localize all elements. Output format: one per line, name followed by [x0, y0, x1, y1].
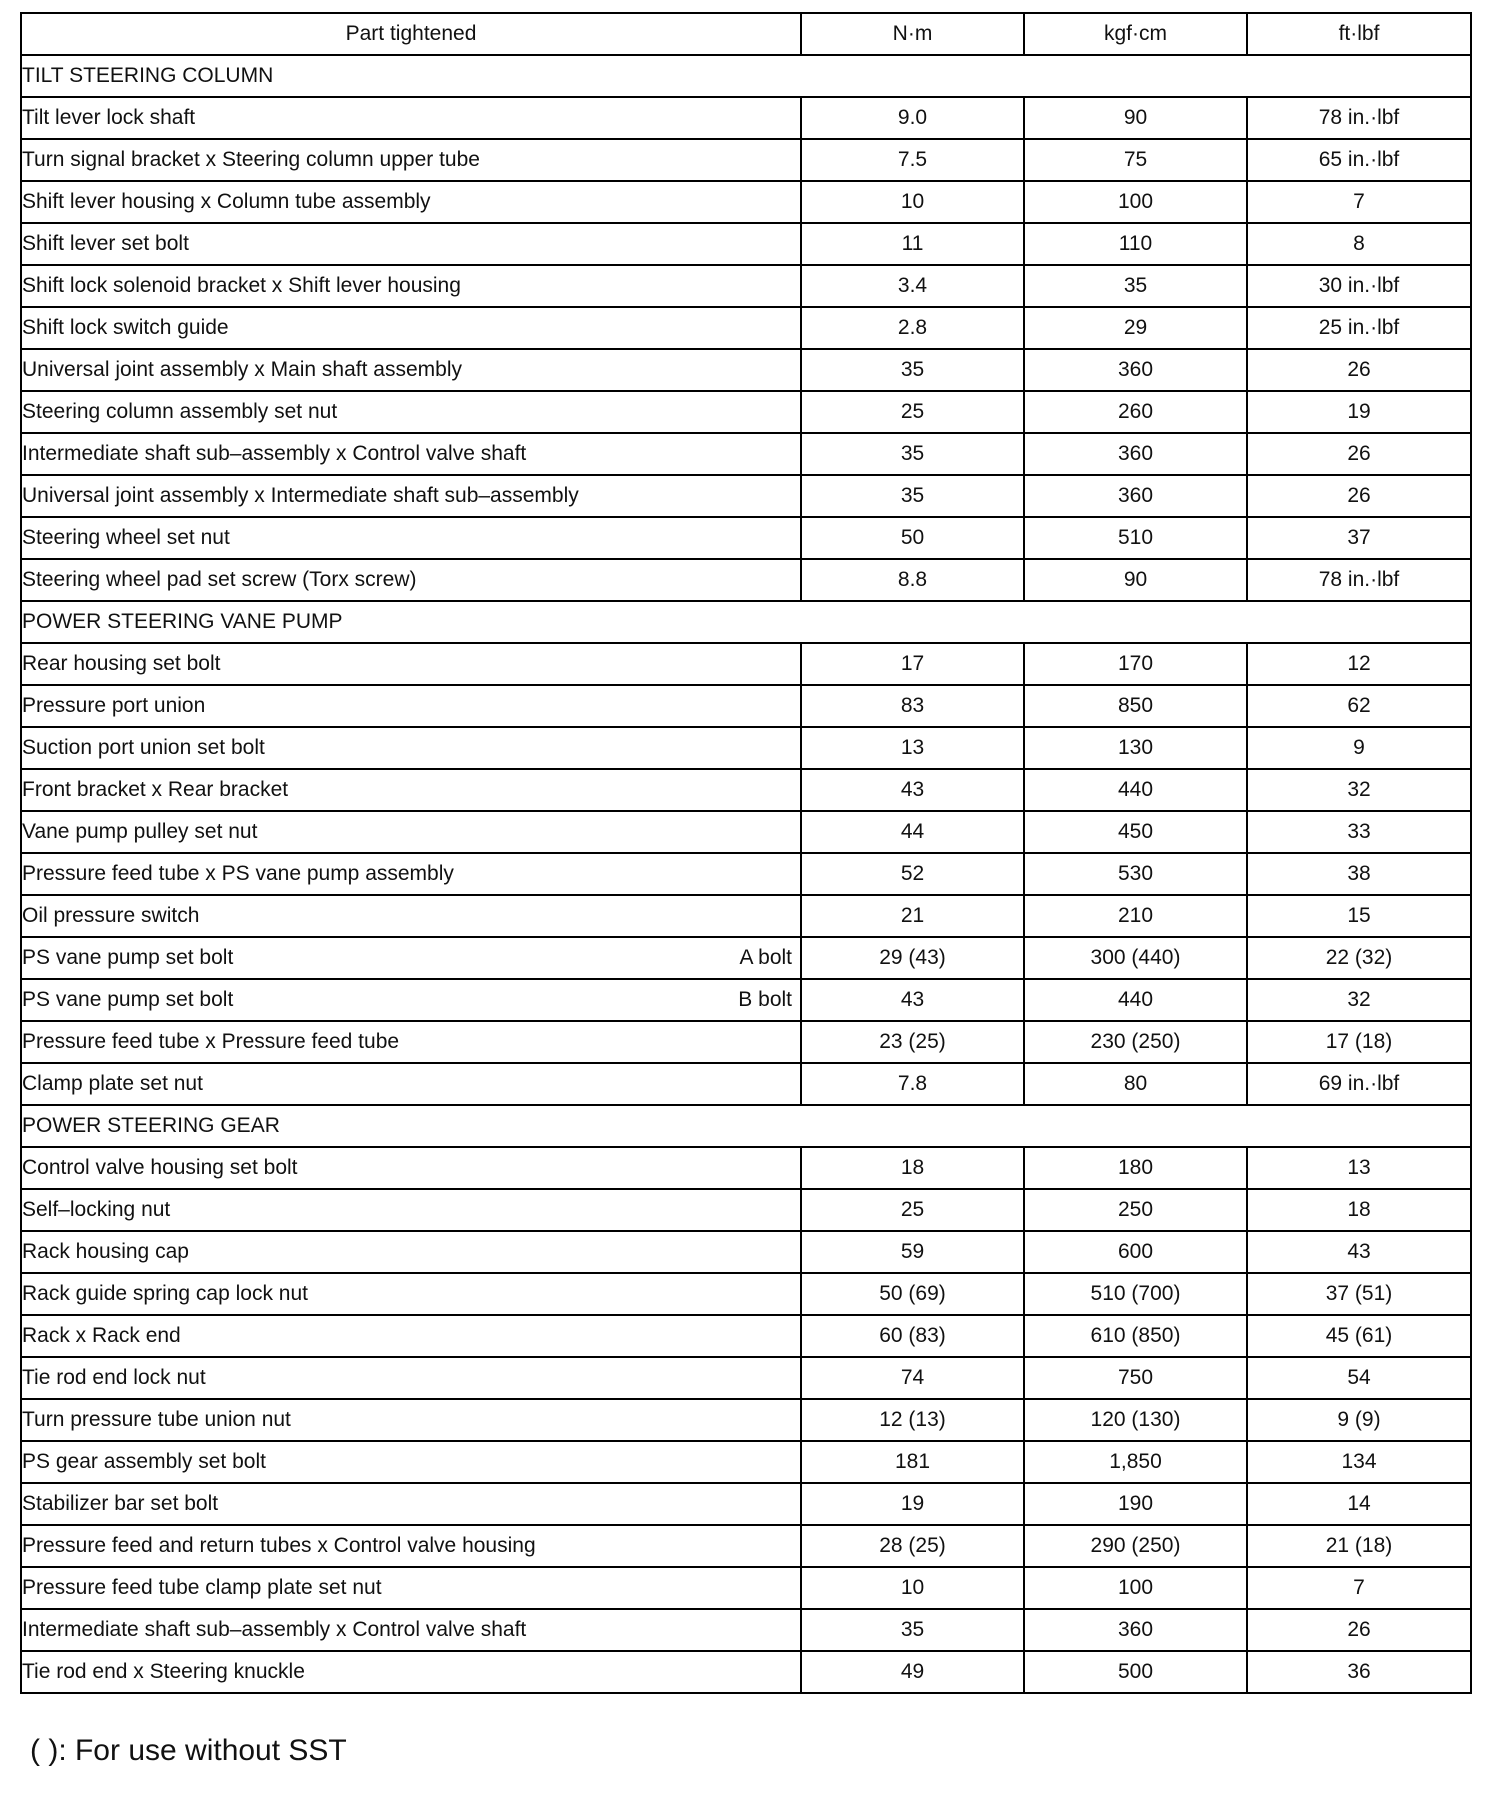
part-cell	[21, 517, 801, 559]
kgf-value: 170	[1024, 643, 1247, 685]
part-cell	[21, 1651, 801, 1693]
part-cell	[21, 265, 801, 307]
part-note: B bolt	[738, 988, 792, 1011]
part-name: Pressure feed and return tubes x Control valve housing	[22, 1534, 536, 1557]
kgf-value: 75	[1024, 139, 1247, 181]
kgf-value: 530	[1024, 853, 1247, 895]
table-row	[21, 1021, 1471, 1063]
part-cell	[21, 1021, 801, 1063]
nm-value: 2.8	[801, 307, 1024, 349]
kgf-value: 850	[1024, 685, 1247, 727]
table-row	[21, 1273, 1471, 1315]
table-row	[21, 1231, 1471, 1273]
table-row	[21, 937, 1471, 979]
table-row	[21, 979, 1471, 1021]
kgf-value: 130	[1024, 727, 1247, 769]
table-row	[21, 1147, 1471, 1189]
ftlbf-value: 22 (32)	[1247, 937, 1471, 979]
table-row	[21, 223, 1471, 265]
part-cell	[21, 1567, 801, 1609]
kgf-value: 360	[1024, 475, 1247, 517]
part-note: A bolt	[739, 946, 792, 969]
nm-value: 35	[801, 433, 1024, 475]
part-cell	[21, 1063, 801, 1105]
ftlbf-value: 36	[1247, 1651, 1471, 1693]
table-row	[21, 349, 1471, 391]
kgf-value: 500	[1024, 1651, 1247, 1693]
nm-value: 13	[801, 727, 1024, 769]
kgf-value: 750	[1024, 1357, 1247, 1399]
part-cell	[21, 853, 801, 895]
table-row	[21, 1189, 1471, 1231]
nm-value: 25	[801, 391, 1024, 433]
kgf-value: 600	[1024, 1231, 1247, 1273]
nm-value: 17	[801, 643, 1024, 685]
nm-value: 3.4	[801, 265, 1024, 307]
ftlbf-value: 9	[1247, 727, 1471, 769]
kgf-value: 100	[1024, 181, 1247, 223]
kgf-value: 290 (250)	[1024, 1525, 1247, 1567]
part-cell	[21, 937, 801, 979]
nm-value: 59	[801, 1231, 1024, 1273]
ftlbf-value: 14	[1247, 1483, 1471, 1525]
nm-value: 10	[801, 1567, 1024, 1609]
part-name: Steering wheel pad set screw (Torx screw)	[22, 568, 417, 591]
part-cell	[21, 1441, 801, 1483]
section-title: TILT STEERING COLUMN	[21, 55, 1471, 97]
part-name: Clamp plate set nut	[22, 1072, 203, 1095]
part-name: PS vane pump set bolt	[22, 946, 234, 969]
part-name: PS gear assembly set bolt	[22, 1450, 266, 1473]
kgf-value: 210	[1024, 895, 1247, 937]
nm-value: 35	[801, 349, 1024, 391]
nm-value: 43	[801, 979, 1024, 1021]
ftlbf-value: 37	[1247, 517, 1471, 559]
kgf-value: 90	[1024, 559, 1247, 601]
ftlbf-value: 7	[1247, 1567, 1471, 1609]
part-name: PS vane pump set bolt	[22, 988, 234, 1011]
table-row	[21, 853, 1471, 895]
ftlbf-value: 45 (61)	[1247, 1315, 1471, 1357]
nm-value: 12 (13)	[801, 1399, 1024, 1441]
kgf-value: 250	[1024, 1189, 1247, 1231]
part-cell	[21, 349, 801, 391]
nm-value: 7.8	[801, 1063, 1024, 1105]
part-name: Pressure port union	[22, 694, 206, 717]
nm-value: 83	[801, 685, 1024, 727]
part-name: Shift lock switch guide	[22, 316, 229, 339]
table-row	[21, 1315, 1471, 1357]
header-row	[21, 13, 1471, 55]
kgf-value: 260	[1024, 391, 1247, 433]
ftlbf-value: 13	[1247, 1147, 1471, 1189]
part-name: Oil pressure switch	[22, 904, 200, 927]
part-name: Shift lever set bolt	[22, 232, 189, 255]
kgf-value: 510	[1024, 517, 1247, 559]
kgf-value: 1,850	[1024, 1441, 1247, 1483]
part-name: Universal joint assembly x Intermediate shaft sub–assembly	[22, 484, 579, 507]
ftlbf-value: 9 (9)	[1247, 1399, 1471, 1441]
ftlbf-value: 26	[1247, 349, 1471, 391]
header-ft: ft·lbf	[1247, 13, 1471, 55]
kgf-value: 35	[1024, 265, 1247, 307]
table-row	[21, 1063, 1471, 1105]
part-name: Steering wheel set nut	[22, 526, 230, 549]
nm-value: 52	[801, 853, 1024, 895]
ftlbf-value: 21 (18)	[1247, 1525, 1471, 1567]
kgf-value: 110	[1024, 223, 1247, 265]
nm-value: 28 (25)	[801, 1525, 1024, 1567]
part-name: Front bracket x Rear bracket	[22, 778, 289, 801]
ftlbf-value: 78 in.·lbf	[1247, 97, 1471, 139]
part-cell	[21, 979, 801, 1021]
part-name: Rack housing cap	[22, 1240, 189, 1263]
table-body	[21, 55, 1471, 1693]
part-cell	[21, 223, 801, 265]
table-row	[21, 1357, 1471, 1399]
nm-value: 49	[801, 1651, 1024, 1693]
part-name: Rack guide spring cap lock nut	[22, 1282, 308, 1305]
table-row	[21, 1567, 1471, 1609]
part-cell	[21, 1315, 801, 1357]
ftlbf-value: 54	[1247, 1357, 1471, 1399]
table-row	[21, 685, 1471, 727]
kgf-value: 450	[1024, 811, 1247, 853]
part-name: Tie rod end x Steering knuckle	[22, 1660, 305, 1683]
ftlbf-value: 26	[1247, 1609, 1471, 1651]
part-cell	[21, 1399, 801, 1441]
table-row	[21, 727, 1471, 769]
nm-value: 43	[801, 769, 1024, 811]
part-name: Shift lock solenoid bracket x Shift lever housing	[22, 274, 461, 297]
part-cell	[21, 181, 801, 223]
table-row	[21, 265, 1471, 307]
part-cell	[21, 559, 801, 601]
part-cell	[21, 391, 801, 433]
table-row	[21, 1525, 1471, 1567]
ftlbf-value: 17 (18)	[1247, 1021, 1471, 1063]
part-cell	[21, 895, 801, 937]
table-row	[21, 1441, 1471, 1483]
section-title: POWER STEERING GEAR	[21, 1105, 1471, 1147]
part-cell	[21, 1609, 801, 1651]
section-row	[21, 601, 1471, 643]
ftlbf-value: 15	[1247, 895, 1471, 937]
nm-value: 7.5	[801, 139, 1024, 181]
part-name: Tilt lever lock shaft	[22, 106, 196, 129]
part-cell	[21, 97, 801, 139]
part-name: Suction port union set bolt	[22, 736, 265, 759]
section-row	[21, 1105, 1471, 1147]
nm-value: 35	[801, 475, 1024, 517]
ftlbf-value: 32	[1247, 769, 1471, 811]
part-cell	[21, 1357, 801, 1399]
part-name: Control valve housing set bolt	[22, 1156, 298, 1179]
kgf-value: 180	[1024, 1147, 1247, 1189]
nm-value: 10	[801, 181, 1024, 223]
part-name: Pressure feed tube x Pressure feed tube	[22, 1030, 400, 1053]
nm-value: 23 (25)	[801, 1021, 1024, 1063]
kgf-value: 300 (440)	[1024, 937, 1247, 979]
table-row	[21, 475, 1471, 517]
torque-spec-sheet	[20, 12, 1470, 1694]
table-row	[21, 811, 1471, 853]
part-name: Turn pressure tube union nut	[22, 1408, 291, 1431]
part-name: Turn signal bracket x Steering column upper tube	[22, 148, 480, 171]
part-cell	[21, 1525, 801, 1567]
ftlbf-value: 62	[1247, 685, 1471, 727]
ftlbf-value: 18	[1247, 1189, 1471, 1231]
footnote: ( ): For use without SST	[30, 1734, 347, 1767]
header-part: Part tightened	[21, 13, 801, 55]
kgf-value: 510 (700)	[1024, 1273, 1247, 1315]
ftlbf-value: 78 in.·lbf	[1247, 559, 1471, 601]
part-cell	[21, 1147, 801, 1189]
section-row	[21, 55, 1471, 97]
ftlbf-value: 7	[1247, 181, 1471, 223]
ftlbf-value: 26	[1247, 475, 1471, 517]
ftlbf-value: 26	[1247, 433, 1471, 475]
header-nm: N·m	[801, 13, 1024, 55]
part-name: Vane pump pulley set nut	[22, 820, 258, 843]
table-row	[21, 1609, 1471, 1651]
kgf-value: 440	[1024, 979, 1247, 1021]
ftlbf-value: 30 in.·lbf	[1247, 265, 1471, 307]
ftlbf-value: 69 in.·lbf	[1247, 1063, 1471, 1105]
section-title: POWER STEERING VANE PUMP	[21, 601, 1471, 643]
table-row	[21, 181, 1471, 223]
part-name: Self–locking nut	[22, 1198, 171, 1221]
nm-value: 60 (83)	[801, 1315, 1024, 1357]
table-row	[21, 139, 1471, 181]
part-name: Universal joint assembly x Main shaft assembly	[22, 358, 462, 381]
part-cell	[21, 1189, 801, 1231]
part-cell	[21, 433, 801, 475]
nm-value: 35	[801, 1609, 1024, 1651]
kgf-value: 90	[1024, 97, 1247, 139]
part-name: Pressure feed tube clamp plate set nut	[22, 1576, 382, 1599]
nm-value: 181	[801, 1441, 1024, 1483]
kgf-value: 29	[1024, 307, 1247, 349]
kgf-value: 360	[1024, 433, 1247, 475]
nm-value: 18	[801, 1147, 1024, 1189]
part-name: Rack x Rack end	[22, 1324, 181, 1347]
kgf-value: 360	[1024, 1609, 1247, 1651]
part-cell	[21, 811, 801, 853]
part-cell	[21, 139, 801, 181]
part-cell	[21, 769, 801, 811]
kgf-value: 230 (250)	[1024, 1021, 1247, 1063]
table-row	[21, 307, 1471, 349]
part-cell	[21, 1273, 801, 1315]
table-row	[21, 1399, 1471, 1441]
table-row	[21, 517, 1471, 559]
nm-value: 25	[801, 1189, 1024, 1231]
ftlbf-value: 43	[1247, 1231, 1471, 1273]
kgf-value: 440	[1024, 769, 1247, 811]
nm-value: 21	[801, 895, 1024, 937]
ftlbf-value: 8	[1247, 223, 1471, 265]
ftlbf-value: 33	[1247, 811, 1471, 853]
ftlbf-value: 134	[1247, 1441, 1471, 1483]
part-name: Stabilizer bar set bolt	[22, 1492, 219, 1515]
table-row	[21, 559, 1471, 601]
part-name: Steering column assembly set nut	[22, 400, 338, 423]
torque-spec-table	[20, 12, 1472, 1694]
table-row	[21, 433, 1471, 475]
table-row	[21, 769, 1471, 811]
kgf-value: 360	[1024, 349, 1247, 391]
part-name: Pressure feed tube x PS vane pump assembly	[22, 862, 454, 885]
nm-value: 74	[801, 1357, 1024, 1399]
part-name: Shift lever housing x Column tube assembly	[22, 190, 431, 213]
header-kgf: kgf·cm	[1024, 13, 1247, 55]
part-cell	[21, 1231, 801, 1273]
table-row	[21, 1651, 1471, 1693]
nm-value: 11	[801, 223, 1024, 265]
ftlbf-value: 25 in.·lbf	[1247, 307, 1471, 349]
part-cell	[21, 1483, 801, 1525]
part-name: Intermediate shaft sub–assembly x Control valve shaft	[22, 1618, 527, 1641]
table-row	[21, 643, 1471, 685]
kgf-value: 100	[1024, 1567, 1247, 1609]
part-cell	[21, 643, 801, 685]
nm-value: 50 (69)	[801, 1273, 1024, 1315]
part-cell	[21, 727, 801, 769]
kgf-value: 80	[1024, 1063, 1247, 1105]
part-name: Intermediate shaft sub–assembly x Control valve shaft	[22, 442, 527, 465]
nm-value: 50	[801, 517, 1024, 559]
ftlbf-value: 38	[1247, 853, 1471, 895]
part-name: Rear housing set bolt	[22, 652, 221, 675]
kgf-value: 120 (130)	[1024, 1399, 1247, 1441]
ftlbf-value: 32	[1247, 979, 1471, 1021]
part-cell	[21, 685, 801, 727]
table-row	[21, 895, 1471, 937]
table-row	[21, 391, 1471, 433]
part-cell	[21, 307, 801, 349]
ftlbf-value: 65 in.·lbf	[1247, 139, 1471, 181]
table-row	[21, 1483, 1471, 1525]
kgf-value: 190	[1024, 1483, 1247, 1525]
ftlbf-value: 37 (51)	[1247, 1273, 1471, 1315]
nm-value: 19	[801, 1483, 1024, 1525]
table-row	[21, 97, 1471, 139]
part-name: Tie rod end lock nut	[22, 1366, 206, 1389]
kgf-value: 610 (850)	[1024, 1315, 1247, 1357]
nm-value: 29 (43)	[801, 937, 1024, 979]
nm-value: 8.8	[801, 559, 1024, 601]
ftlbf-value: 19	[1247, 391, 1471, 433]
ftlbf-value: 12	[1247, 643, 1471, 685]
nm-value: 44	[801, 811, 1024, 853]
nm-value: 9.0	[801, 97, 1024, 139]
part-cell	[21, 475, 801, 517]
